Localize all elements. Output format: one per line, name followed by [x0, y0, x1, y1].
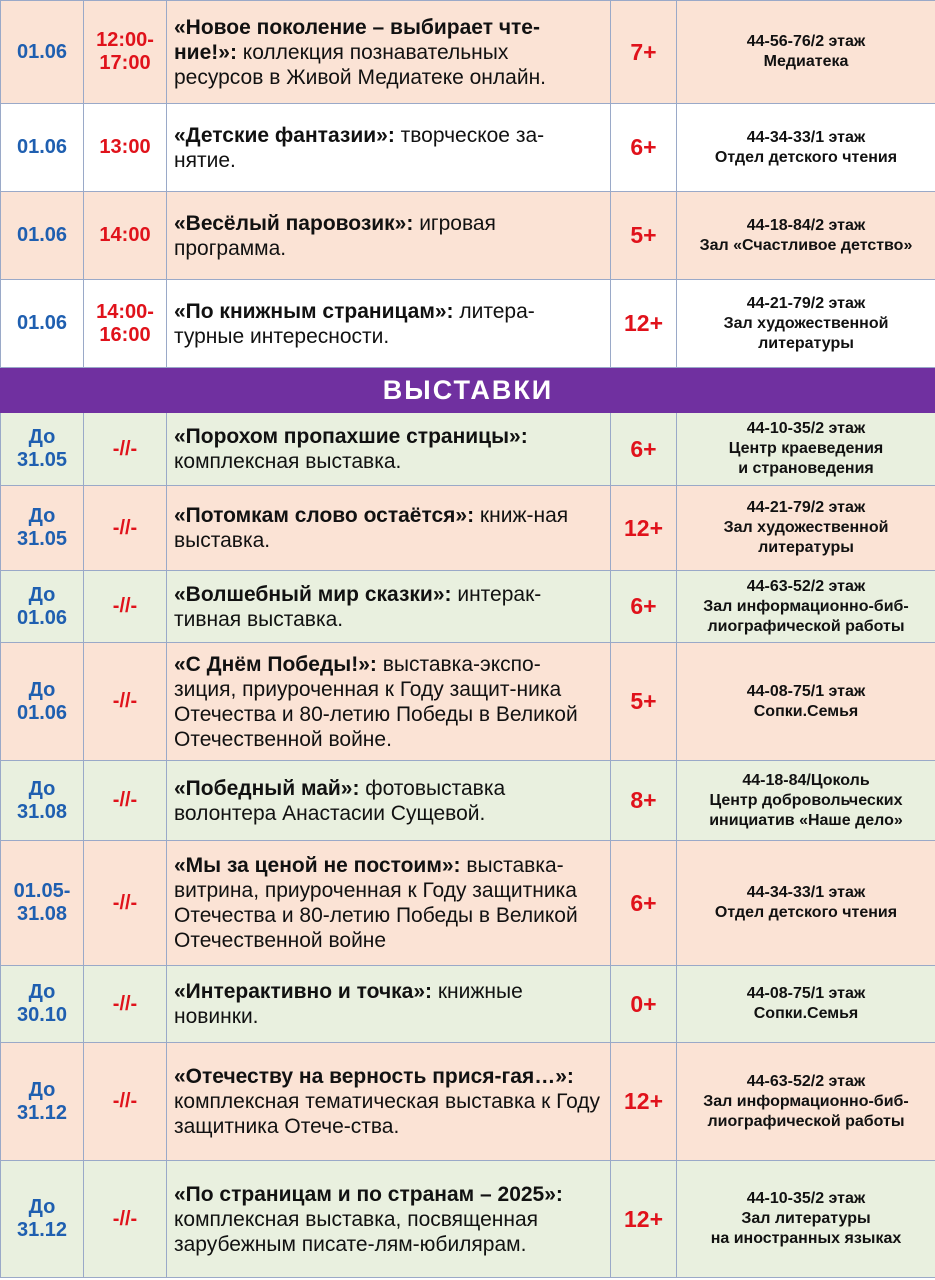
exhibition-date: До 01.06: [1, 643, 84, 761]
exhibition-place: 44-08-75/1 этаж Сопки.Семья: [677, 966, 935, 1043]
exhibition-date: До 31.12: [1, 1043, 84, 1161]
age-rating: 6+: [611, 413, 677, 486]
exhibition-row: [1, 571, 935, 643]
exhibition-title: [167, 1161, 611, 1278]
exhibition-date: До 30.10: [1, 966, 84, 1043]
event-row: [1, 104, 935, 192]
exhibition-desc: комплексная выставка, посвященная зарубежным писате-лям-юбилярам.: [174, 1207, 539, 1256]
age-rating: 12+: [611, 1161, 677, 1278]
event-time: 13:00: [84, 104, 167, 192]
age-rating: 7+: [611, 1, 677, 104]
event-place: 44-18-84/2 этаж Зал «Счастливое детство»: [677, 192, 935, 280]
exhibition-place: 44-34-33/1 этаж Отдел детского чтения: [677, 841, 935, 966]
age-rating: 0+: [611, 966, 677, 1043]
event-desc: литера-турные интересности.: [174, 299, 535, 348]
event-time: 14:00: [84, 192, 167, 280]
event-date: 01.06: [1, 280, 84, 368]
exhibition-row: [1, 1043, 935, 1161]
exhibition-name: «Потомкам слово остаётся»:: [174, 504, 475, 527]
exhibition-title: [167, 966, 611, 1043]
event-date: 01.06: [1, 104, 84, 192]
event-place: 44-56-76/2 этаж Медиатека: [677, 1, 935, 104]
exhibition-desc: книж-ная выставка.: [174, 504, 569, 552]
exhibition-date: До 31.08: [1, 761, 84, 841]
age-rating: 6+: [611, 571, 677, 643]
event-time: 12:00- 17:00: [84, 1, 167, 104]
exhibition-time: -//-: [84, 841, 167, 966]
exhibition-time: -//-: [84, 571, 167, 643]
event-date: 01.06: [1, 192, 84, 280]
exhibition-desc: выставка-витрина, приуроченная к Году защитника Отечества и 80-летию Победы в Великой Отечественной войне: [174, 854, 578, 952]
exhibition-date: До 01.06: [1, 571, 84, 643]
exhibition-name: «Победный май»:: [174, 776, 360, 800]
exhibition-row: [1, 486, 935, 571]
exhibition-desc: фотовыставка волонтера Анастасии Сущевой.: [174, 776, 506, 825]
exhibition-desc: интерак-тивная выставка.: [174, 582, 542, 631]
exhibition-date: До 31.12: [1, 1161, 84, 1278]
exhibition-desc: выставка-экспо-зиция, приуроченная к Году защит-ника Отечества и 80-летию Победы в Великой Отечественной войне.: [174, 652, 578, 751]
exhibition-name: «Волшебный мир сказки»:: [174, 582, 452, 606]
section-title: ВЫСТАВКИ: [1, 368, 935, 413]
exhibition-name: «Интерактивно и точка»:: [174, 980, 432, 1003]
exhibition-row: [1, 643, 935, 761]
event-name: «По книжным страницам»:: [174, 299, 454, 323]
exhibition-desc: комплексная тематическая выставка к Году защитника Отече-ства.: [174, 1090, 601, 1138]
exhibition-time: -//-: [84, 966, 167, 1043]
exhibition-place: 44-63-52/2 этаж Зал информационно-биб- лиографической работы: [677, 1043, 935, 1161]
exhibition-place: 44-10-35/2 этаж Центр краеведения и страноведения: [677, 413, 935, 486]
event-name: «Новое поколение – выбирает чте-ние!»:: [174, 15, 540, 64]
event-title: [167, 1, 611, 104]
event-title: [167, 192, 611, 280]
exhibition-row: [1, 1161, 935, 1278]
age-rating: 12+: [611, 486, 677, 571]
exhibition-row: [1, 761, 935, 841]
event-row: [1, 280, 935, 368]
exhibition-place: 44-63-52/2 этаж Зал информационно-биб- лиографической работы: [677, 571, 935, 643]
exhibition-place: 44-18-84/Цоколь Центр добровольческих инициатив «Наше дело»: [677, 761, 935, 841]
event-title: [167, 280, 611, 368]
exhibition-place: 44-10-35/2 этаж Зал литературы на иностранных языках: [677, 1161, 935, 1278]
section-header: [1, 368, 935, 413]
event-row: [1, 1, 935, 104]
exhibition-row: [1, 413, 935, 486]
exhibition-time: -//-: [84, 643, 167, 761]
exhibition-date: 01.05- 31.08: [1, 841, 84, 966]
event-desc: творческое за-нятие.: [174, 123, 545, 172]
age-rating: 5+: [611, 192, 677, 280]
exhibition-name: «С Днём Победы!»:: [174, 652, 377, 676]
age-rating: 6+: [611, 841, 677, 966]
event-desc: коллекция познавательных ресурсов в Живой Медиатеке онлайн.: [174, 40, 547, 89]
event-row: [1, 192, 935, 280]
exhibition-name: «Отечеству на верность прися-гая…»:: [174, 1065, 574, 1088]
exhibition-place: 44-08-75/1 этаж Сопки.Семья: [677, 643, 935, 761]
exhibition-row: [1, 841, 935, 966]
exhibition-time: -//-: [84, 761, 167, 841]
event-name: «Весёлый паровозик»:: [174, 211, 414, 235]
age-rating: 8+: [611, 761, 677, 841]
event-date: 01.06: [1, 1, 84, 104]
exhibition-date: До 31.05: [1, 486, 84, 571]
event-time: 14:00- 16:00: [84, 280, 167, 368]
age-rating: 12+: [611, 280, 677, 368]
age-rating: 12+: [611, 1043, 677, 1161]
exhibition-time: -//-: [84, 413, 167, 486]
exhibition-time: -//-: [84, 1161, 167, 1278]
exhibition-date: До 31.05: [1, 413, 84, 486]
exhibition-name: «По страницам и по странам – 2025»:: [174, 1182, 563, 1206]
exhibition-title: [167, 413, 611, 486]
exhibition-desc: комплексная выставка.: [174, 450, 402, 473]
exhibition-desc: книжные новинки.: [174, 980, 523, 1028]
exhibition-name: «Мы за ценой не постоим»:: [174, 854, 461, 877]
event-title: [167, 104, 611, 192]
age-rating: 5+: [611, 643, 677, 761]
exhibition-title: [167, 1043, 611, 1161]
exhibition-title: [167, 643, 611, 761]
exhibition-name: «Порохом пропахшие страницы»:: [174, 425, 528, 448]
exhibition-time: -//-: [84, 1043, 167, 1161]
exhibition-title: [167, 841, 611, 966]
event-place: 44-21-79/2 этаж Зал художественной литературы: [677, 280, 935, 368]
exhibition-time: -//-: [84, 486, 167, 571]
exhibition-title: [167, 571, 611, 643]
exhibition-title: [167, 486, 611, 571]
exhibition-title: [167, 761, 611, 841]
exhibition-place: 44-21-79/2 этаж Зал художественной литературы: [677, 486, 935, 571]
age-rating: 6+: [611, 104, 677, 192]
exhibition-row: [1, 966, 935, 1043]
event-name: «Детские фантазии»:: [174, 123, 395, 147]
event-desc: игровая программа.: [174, 211, 496, 260]
event-place: 44-34-33/1 этаж Отдел детского чтения: [677, 104, 935, 192]
